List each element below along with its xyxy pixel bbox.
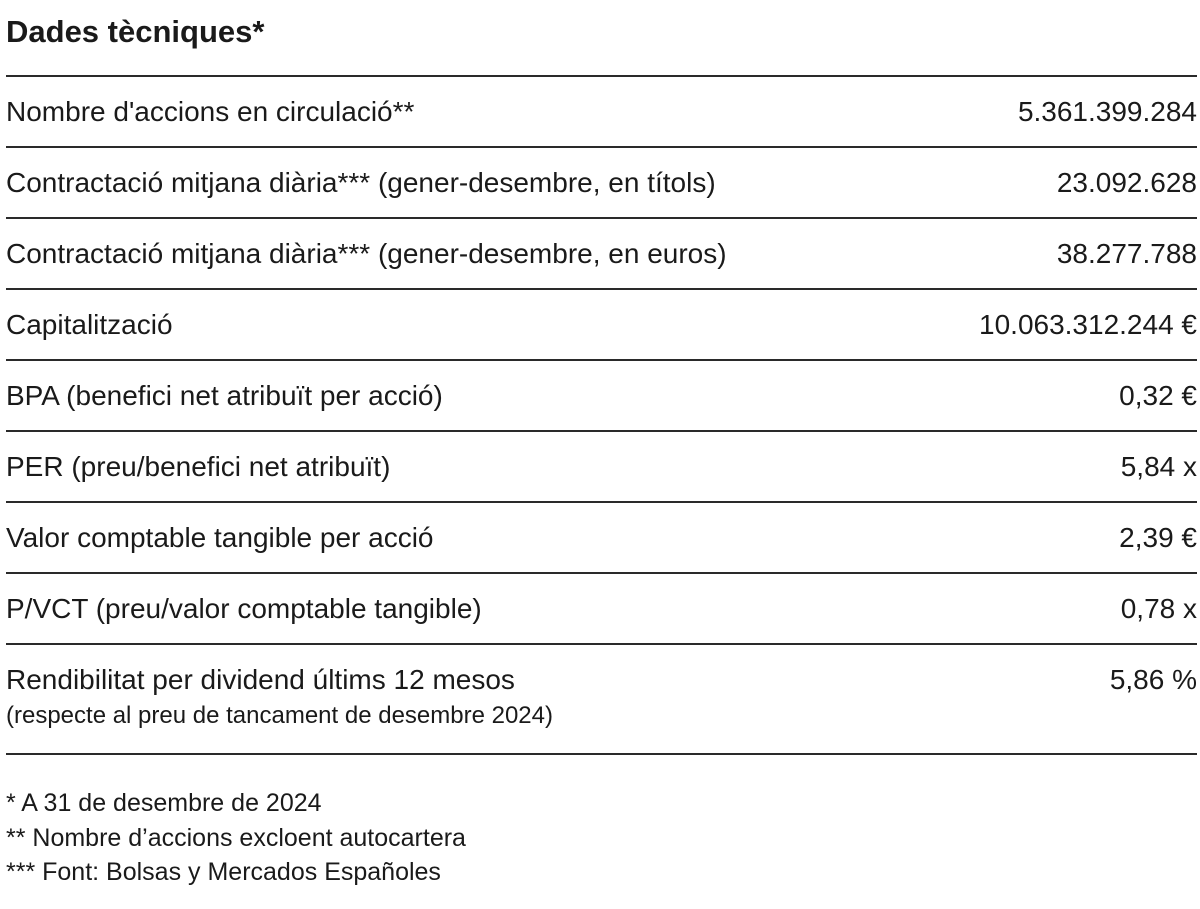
footnote: ** Nombre d’accions excloent autocartera	[6, 823, 466, 852]
row-value: 0,78 x	[1120, 592, 1197, 624]
row-value: 38.277.788	[1056, 237, 1197, 269]
row-label: Contractació mitjana diària*** (gener-desembre, en euros)	[6, 237, 727, 269]
table-row-tangible-book-value	[6, 503, 1197, 574]
footnote: * A 31 de desembre de 2024	[6, 789, 322, 817]
table-row-avg-trading-shares	[6, 148, 1197, 219]
row-value: 2,39 €	[1119, 521, 1197, 553]
table-row-market-cap	[6, 290, 1197, 361]
row-label: Capitalització	[6, 308, 173, 340]
row-value: 5.361.399.284	[1017, 95, 1197, 127]
footnote: *** Font: Bolsas y Mercados Españoles	[6, 858, 441, 886]
footnotes	[6, 786, 466, 890]
table-row-shares-outstanding	[6, 77, 1197, 148]
table-row-avg-trading-euros	[6, 219, 1197, 290]
row-label: Contractació mitjana diària*** (gener-desembre, en títols)	[6, 166, 716, 198]
row-label: Rendibilitat per dividend últims 12 mesos	[6, 664, 515, 695]
table-row-p-tbv	[6, 574, 1197, 645]
row-label: Nombre d'accions en circulació**	[6, 95, 415, 127]
row-sublabel: (respecte al preu de tancament de desembre 2024)	[6, 702, 553, 729]
table-row-dividend-yield	[6, 645, 1197, 755]
table-row-per	[6, 432, 1197, 503]
table-row-eps	[6, 361, 1197, 432]
row-label: P/VCT (preu/valor comptable tangible)	[6, 592, 482, 624]
row-label: BPA (benefici net atribuït per acció)	[6, 379, 443, 411]
row-value: 5,86 %	[1109, 664, 1197, 695]
technical-data-table	[6, 75, 1197, 755]
row-label-group	[6, 645, 553, 732]
page-title: Dades tècniques*	[6, 14, 265, 49]
row-label: Valor comptable tangible per acció	[6, 521, 434, 553]
row-value: 0,32 €	[1119, 379, 1197, 411]
row-value: 10.063.312.244 €	[979, 308, 1197, 340]
row-value: 23.092.628	[1056, 166, 1197, 198]
row-value: 5,84 x	[1120, 450, 1197, 482]
row-label: PER (preu/benefici net atribuït)	[6, 450, 391, 482]
